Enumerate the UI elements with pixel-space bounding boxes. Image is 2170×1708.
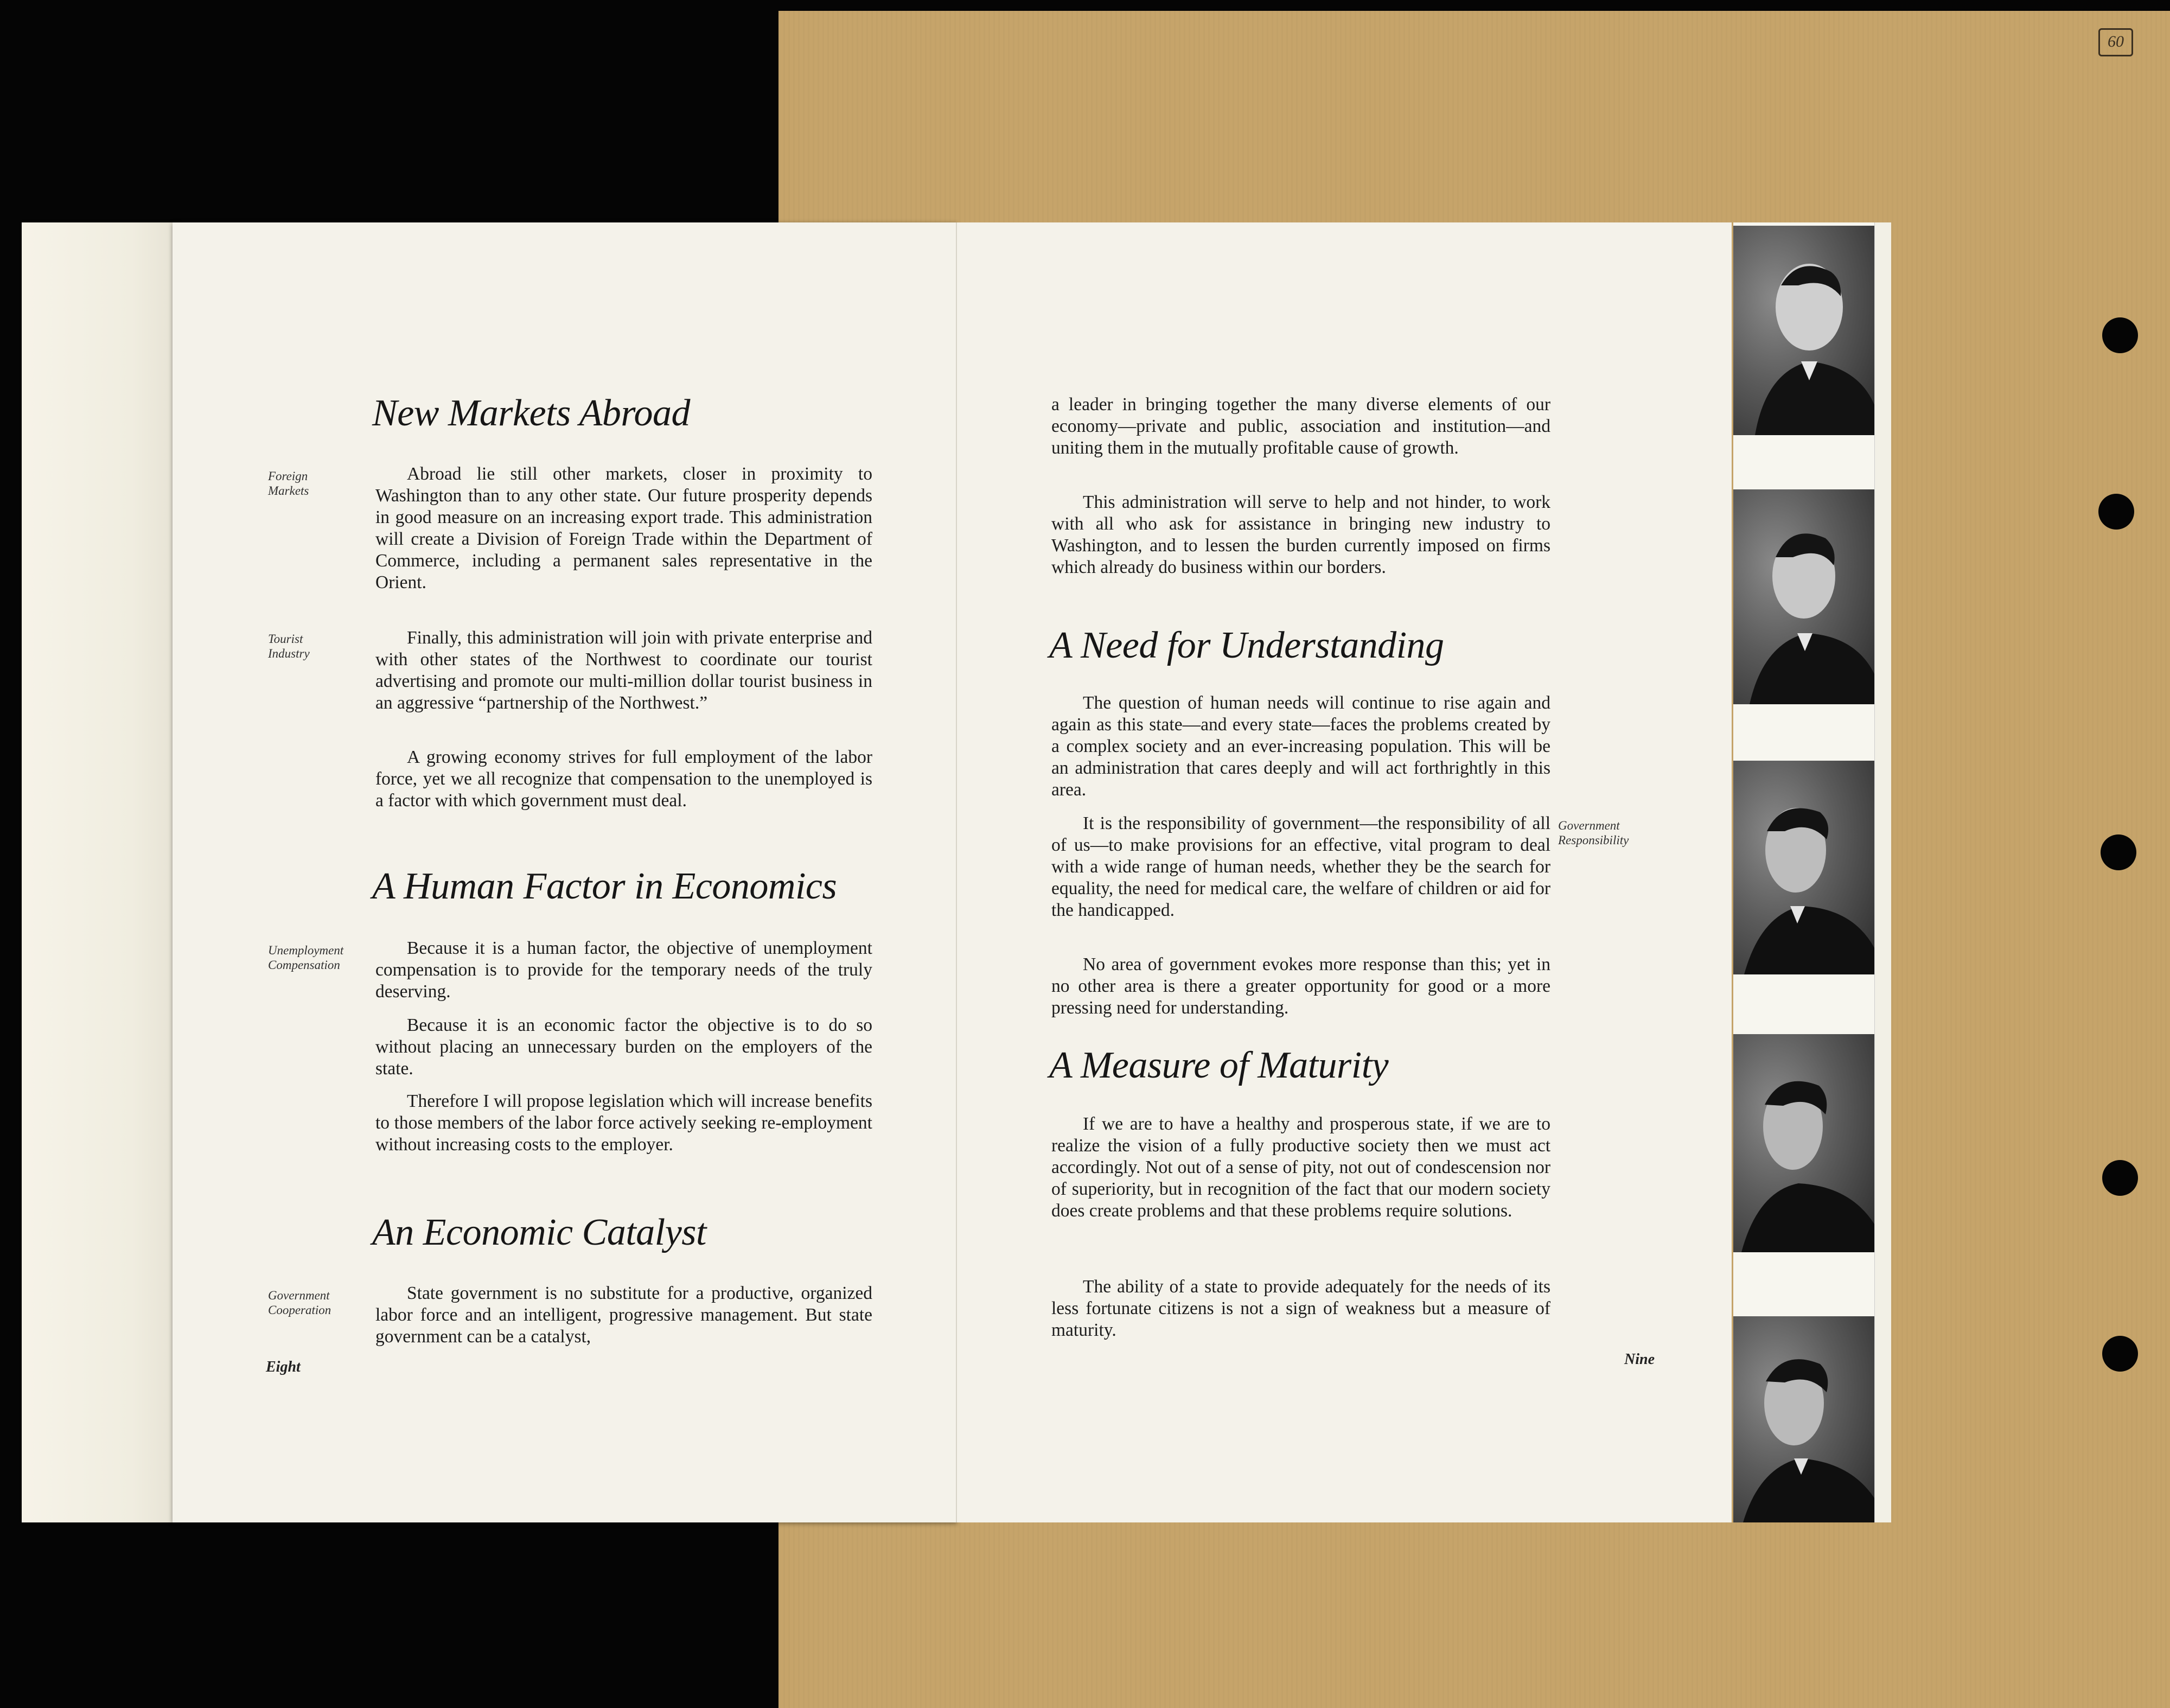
side-note-unemployment-compensation [268, 943, 343, 972]
portrait-photo-4 [1733, 1034, 1874, 1252]
heading-economic-catalyst: An Economic Catalyst [372, 1212, 707, 1253]
paragraph: a leader in bringing together the many diverse elements of our economy—private and public, association and institution—and uniting them in the mutually profitable cause of growth. [1051, 394, 1550, 458]
paragraph: State government is no substitute for a productive, organized labor force and an intelligent, progressive management. But state government can be a catalyst, [375, 1283, 872, 1347]
binder-hole-4 [2102, 1160, 2138, 1196]
side-note-line: Compensation [268, 958, 340, 972]
paragraph: A growing economy strives for full employment of the labor force, yet we all recognize that compensation to the unemployed is a factor with which government must deal. [375, 747, 872, 811]
portrait-photo-5 [1733, 1316, 1874, 1522]
side-note-line: Markets [268, 484, 309, 498]
side-note-line: Cooperation [268, 1303, 331, 1317]
page-number-left: Eight [266, 1359, 301, 1375]
side-note-tourist-industry [268, 632, 310, 661]
side-note-line: Responsibility [1558, 833, 1629, 847]
side-note-line: Industry [268, 647, 310, 660]
paragraph: This administration will serve to help and not hinder, to work with all who ask for assistance in bringing new industry to Washington, and to lessen the burden currently imposed on firms which already do business within our borders. [1051, 492, 1550, 577]
paragraph: No area of government evokes more response than this; yet in no other area is there a greater opportunity for good or a more pressing need for understanding. [1051, 954, 1550, 1018]
paragraph: Finally, this administration will join with private enterprise and with other states of the Northwest to coordinate our tourist advertising and promote our multi-million dollar tourist business in an aggressive “partnership of the Northwest.” [375, 628, 872, 713]
paragraph: Abroad lie still other markets, closer in proximity to Washington than to any other state. Our future prosperity depends in good measure on an increasing export trade. This administration will create a Division of Foreign Trade within the Department of Commerce, including a permanent sales representative in the Orient. [375, 464, 872, 592]
paragraph: The question of human needs will continue to rise again and again as this state—and every state—faces the problems created by a complex society and an ever-increasing population. This will be an administration that cares deeply and will act forthrightly in this area. [1051, 693, 1550, 800]
archive-page-number: 60 [2098, 28, 2133, 56]
page-number-right: Nine [1624, 1351, 1655, 1368]
paragraph: If we are to have a healthy and prosperous state, if we are to realize the vision of a fully productive society then we must act accordingly. Not out of a sense of pity, not out of condescension nor of superiority, but in recognition of the fact that our modern society does create problems and that these problems require solutions. [1051, 1114, 1550, 1221]
heading-measure-of-maturity: A Measure of Maturity [1049, 1044, 1389, 1086]
photo-strip-edge [1874, 222, 1891, 1522]
side-note-line: Foreign [268, 469, 308, 483]
paragraph: It is the responsibility of government—the responsibility of all of us—to make provisions for an effective, vital program to deal with a wide range of human needs, whether they be the search for equality, the need for medical care, the welfare of children or aid for the handicapped. [1051, 813, 1550, 920]
portrait-photo-1 [1733, 226, 1874, 435]
portrait-photo-2 [1733, 489, 1874, 704]
paragraph: Therefore I will propose legislation which will increase benefits to those members of the labor force actively seeking re-employment without increasing costs to the employer. [375, 1091, 872, 1155]
paragraph: Because it is a human factor, the objective of unemployment compensation is to provide for the temporary needs of the truly deserving. [375, 938, 872, 1002]
binder-hole-2 [2098, 494, 2134, 530]
side-note-line: Government [1558, 819, 1620, 832]
paragraph: Because it is an economic factor the objective is to do so without placing an unnecessary burden on the employers of the state. [375, 1015, 872, 1079]
side-note-line: Tourist [268, 632, 303, 646]
side-note-line: Government [268, 1289, 330, 1302]
heading-human-factor: A Human Factor in Economics [372, 865, 837, 907]
paragraph: The ability of a state to provide adequately for the needs of its less fortunate citizens is not a sign of weakness but a measure of maturity. [1051, 1277, 1550, 1340]
binder-hole-1 [2102, 317, 2138, 353]
side-note-foreign-markets [268, 469, 309, 498]
portrait-photo-3 [1733, 761, 1874, 974]
side-note-line: Unemployment [268, 944, 344, 957]
brochure-cover-edge [22, 222, 179, 1522]
side-note-government-cooperation [268, 1288, 331, 1317]
side-note-government-responsibility [1558, 818, 1629, 847]
heading-new-markets-abroad: New Markets Abroad [372, 392, 690, 434]
binder-hole-5 [2102, 1336, 2138, 1372]
binder-hole-3 [2101, 834, 2136, 870]
heading-need-for-understanding: A Need for Understanding [1049, 624, 1444, 666]
